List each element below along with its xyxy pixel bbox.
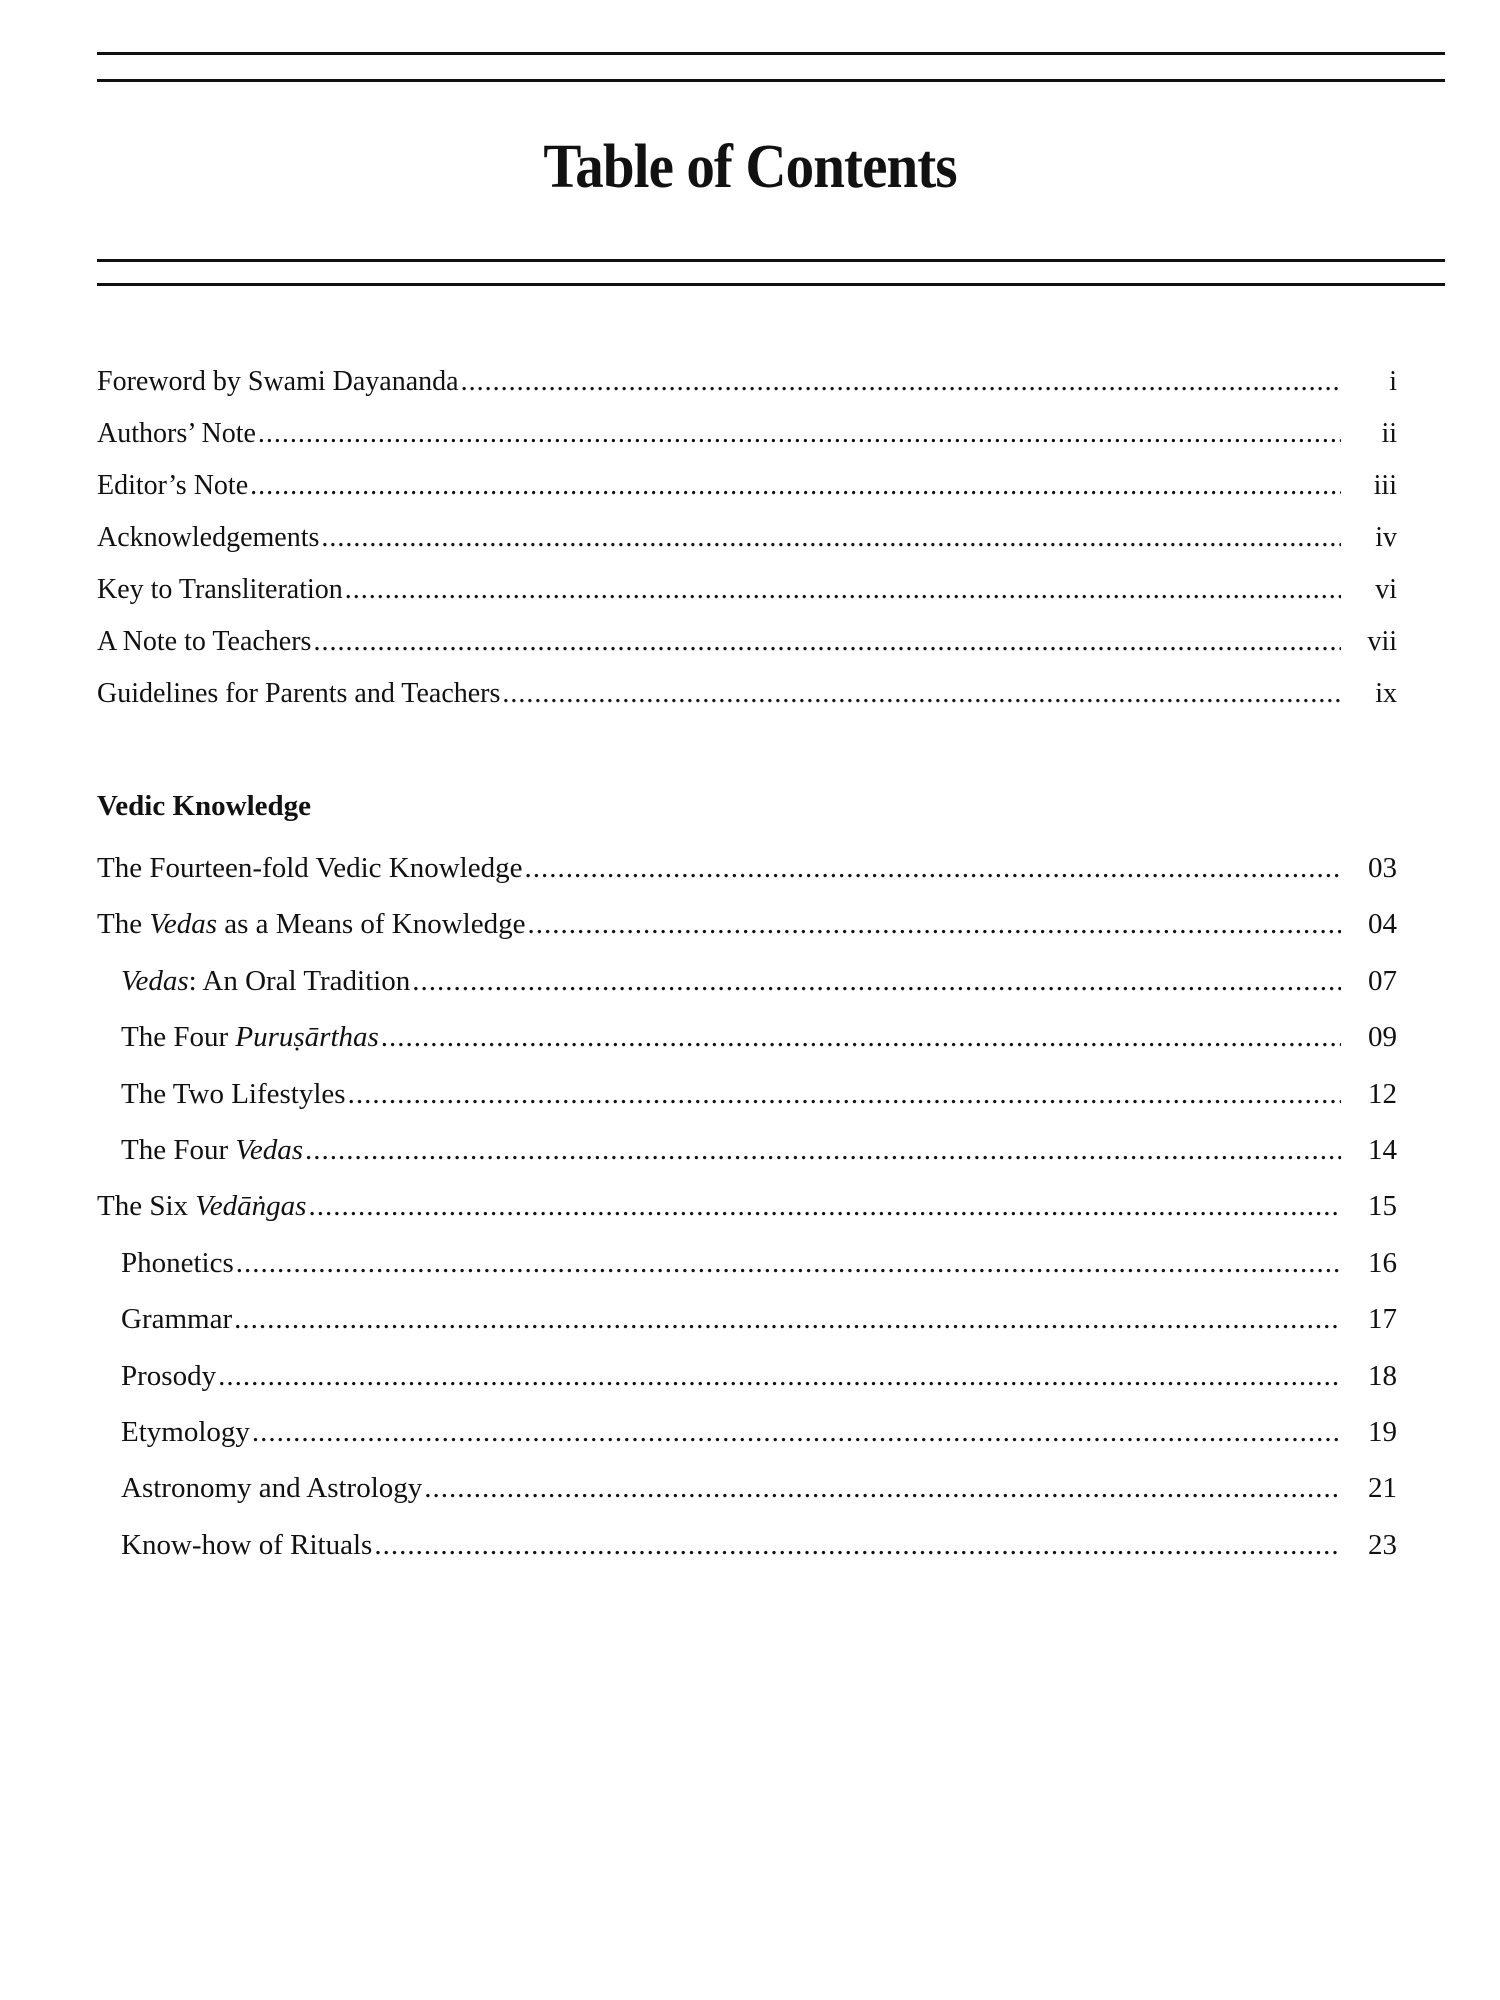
toc-entry-title: [97, 908, 525, 941]
page-number: 21: [1368, 1472, 1397, 1505]
page-title: Table of Contents: [543, 133, 957, 201]
page-number: vi: [1375, 574, 1397, 605]
title-text: A Note to Teachers: [97, 626, 312, 657]
page-number: ix: [1375, 678, 1397, 709]
top-rule-2: [97, 79, 1445, 82]
toc-entry-title: [97, 418, 256, 450]
toc-entry-title: [121, 1021, 379, 1054]
title-text: Guidelines for Parents and Teachers: [97, 678, 501, 709]
toc-entry[interactable]: [121, 1247, 1397, 1280]
dot-leader: [345, 574, 1341, 606]
dot-leader: [502, 678, 1341, 710]
toc-entry[interactable]: [97, 574, 1397, 606]
page-number: 23: [1368, 1528, 1397, 1561]
toc-entry[interactable]: [121, 1021, 1397, 1054]
dot-leader: [305, 1134, 1341, 1167]
toc-entry-title: [97, 522, 319, 554]
italic-term: Vedas: [235, 1134, 304, 1166]
page-number: 12: [1368, 1077, 1397, 1110]
page-number: 19: [1368, 1416, 1397, 1448]
toc-entry[interactable]: [121, 1360, 1397, 1393]
title-text: Authors’ Note: [97, 418, 256, 449]
toc-entry[interactable]: [121, 1472, 1397, 1505]
page-number: i: [1389, 366, 1397, 397]
toc-entry[interactable]: [97, 418, 1397, 450]
dot-leader: [524, 852, 1341, 885]
title-text: as a Means of Knowledge: [217, 908, 526, 941]
italic-term: Puruṣārthas: [235, 1021, 379, 1054]
dot-leader: [527, 908, 1341, 941]
dot-leader: [321, 522, 1341, 554]
title-text: Foreword by Swami Dayananda: [97, 366, 459, 397]
toc-entry-title: [121, 1472, 422, 1505]
page-number: vii: [1367, 626, 1397, 657]
dot-leader: [236, 1247, 1341, 1280]
title-text: The Four: [121, 1134, 236, 1166]
page-number: 15: [1368, 1190, 1397, 1223]
toc-entry[interactable]: [97, 366, 1397, 398]
toc-entry-title: [121, 1303, 232, 1336]
italic-term: Vedāṅgas: [195, 1190, 307, 1223]
title-text: Etymology: [121, 1416, 250, 1448]
toc-entry-title: [97, 852, 522, 885]
dot-leader: [313, 626, 1341, 658]
toc-entry[interactable]: [97, 626, 1397, 658]
title-rule-1: [97, 259, 1445, 262]
dot-leader: [218, 1360, 1341, 1393]
toc-entry-title: [121, 965, 410, 998]
page-number: 07: [1368, 964, 1397, 997]
toc-entry-title: [121, 1134, 303, 1167]
dot-leader: [308, 1190, 1341, 1223]
toc-entry-title: [121, 1078, 346, 1111]
toc-entry-title: [97, 1190, 306, 1223]
toc-entry-title: [97, 678, 500, 710]
toc-entry[interactable]: [97, 908, 1397, 941]
page-number: 09: [1368, 1021, 1397, 1054]
page-number: 03: [1368, 852, 1397, 884]
page-number: 04: [1368, 908, 1397, 941]
dot-leader: [381, 1021, 1341, 1054]
toc-entry-title: [97, 574, 343, 606]
toc-entry[interactable]: [121, 1529, 1397, 1562]
toc-entry[interactable]: [97, 522, 1397, 554]
dot-leader: [250, 470, 1341, 502]
toc-entry-title: [97, 626, 311, 658]
toc-entry[interactable]: [121, 1134, 1397, 1167]
toc-entry-title: [97, 366, 459, 398]
title-text: Key to Transliteration: [97, 574, 343, 605]
title-text: Know-how of Rituals: [121, 1528, 373, 1561]
title-text: Phonetics: [121, 1246, 234, 1279]
dot-leader: [412, 965, 1341, 998]
page-number: 17: [1368, 1303, 1397, 1336]
toc-entry[interactable]: [121, 1416, 1397, 1449]
italic-term: Vedas: [121, 964, 189, 997]
toc-entry[interactable]: [97, 678, 1397, 710]
title-text: Grammar: [121, 1303, 233, 1336]
toc-entry[interactable]: [97, 470, 1397, 502]
dot-leader: [461, 366, 1341, 398]
top-rule-1: [97, 52, 1445, 55]
toc-entry-title: [121, 1360, 216, 1393]
dot-leader: [374, 1529, 1341, 1562]
toc-entry-title: [121, 1529, 372, 1562]
toc-entry-title: [97, 470, 248, 502]
title-text: : An Oral Tradition: [188, 964, 411, 997]
page-number: iv: [1375, 522, 1397, 553]
dot-leader: [258, 418, 1341, 450]
toc-entry[interactable]: [97, 1190, 1397, 1223]
title-text: The Fourteen-fold Vedic Knowledge: [97, 852, 523, 884]
title-text: Editor’s Note: [97, 470, 249, 501]
page-number: 16: [1368, 1246, 1397, 1279]
page-number: 18: [1368, 1359, 1397, 1392]
dot-leader: [424, 1472, 1341, 1505]
toc-entry[interactable]: [121, 1078, 1397, 1111]
page-number: ii: [1381, 418, 1397, 449]
title-text: The Six: [97, 1190, 196, 1223]
italic-term: Vedas: [149, 908, 218, 941]
title-text: Prosody: [121, 1359, 217, 1392]
toc-entry[interactable]: [97, 852, 1397, 885]
dot-leader: [234, 1303, 1341, 1336]
title-text: Astronomy and Astrology: [121, 1472, 423, 1505]
section-heading: Vedic Knowledge: [97, 790, 312, 822]
title-text: The Four: [121, 1021, 236, 1054]
title-text: The: [97, 908, 150, 941]
title-text: The Two Lifestyles: [121, 1077, 346, 1110]
toc-entry-title: [121, 1247, 234, 1280]
page-number: iii: [1373, 470, 1397, 501]
title-text: Acknowledgements: [97, 522, 320, 553]
toc-entry[interactable]: [121, 1303, 1397, 1336]
toc-entry-title: [121, 1416, 250, 1449]
page-number: 14: [1368, 1134, 1397, 1166]
toc-entry[interactable]: [121, 965, 1397, 998]
title-rule-2: [97, 283, 1445, 286]
dot-leader: [252, 1416, 1341, 1449]
dot-leader: [348, 1078, 1341, 1111]
